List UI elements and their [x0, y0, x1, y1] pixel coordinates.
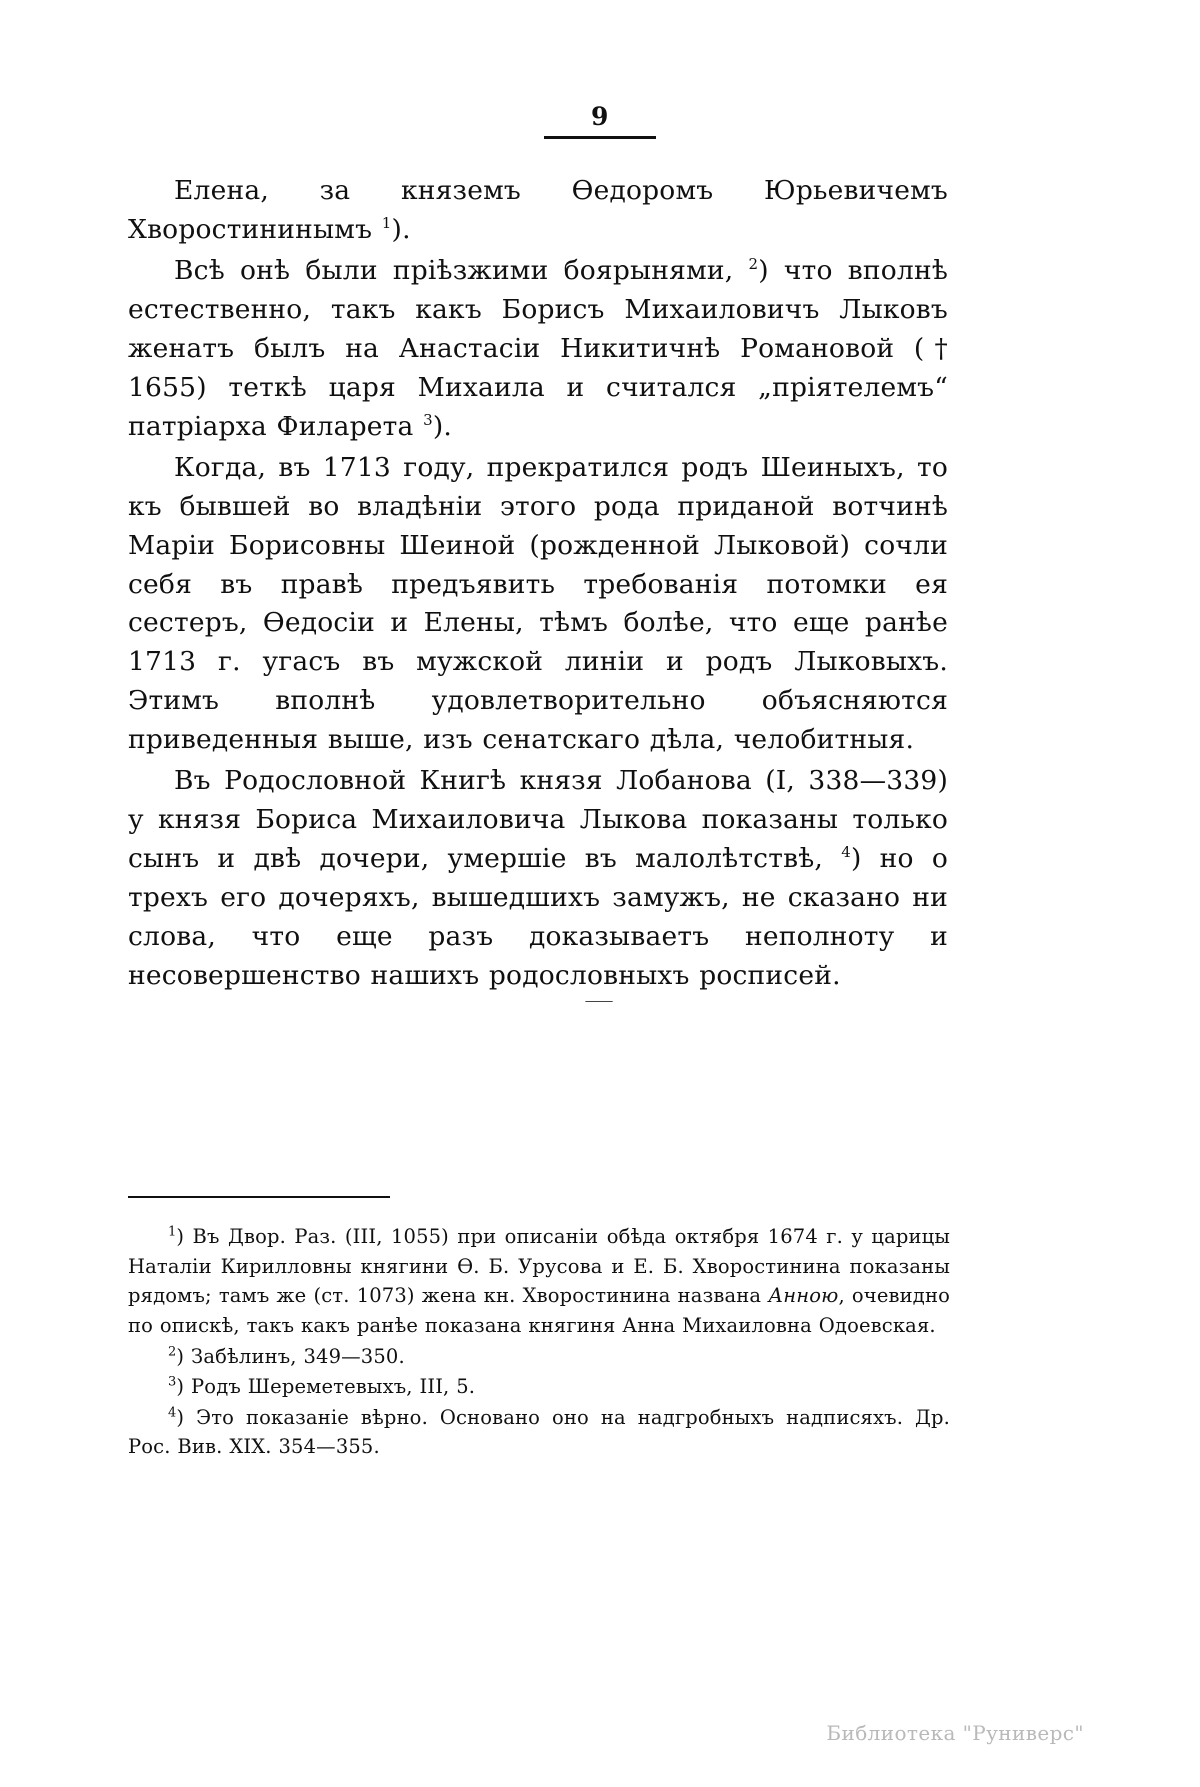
paragraph-1: Елена, за княземъ Ѳедоромъ Юрьевичемъ Хворостининымъ $^1$).: [128, 175, 948, 245]
page-number: 9: [591, 102, 609, 131]
section-ornament: ⸺: [584, 991, 616, 1011]
page-number-rule: [544, 136, 656, 139]
footnote-4: $^4$) Это показаніе вѣрно. Основано оно на надгробныхъ надписяхъ. Др. Рос. Вив. XIX. 354—355.: [128, 1405, 950, 1459]
paragraph-2: Всѣ онѣ были пріѣзжими боярынями, $^2$) что вполнѣ естественно, такъ какъ Борисъ Михаиловичъ Лыковъ женатъ былъ на Анастасіи Никитичнѣ Романовой († 1655) теткѣ царя Михаила и считался „пріятелемъ“ патріарха Филарета $^3$).: [128, 254, 948, 442]
footnote-3: $^3$) Родъ Шереметевыхъ, III, 5.: [168, 1374, 476, 1399]
footnote-1: $^1$) Въ Двор. Раз. (III, 1055) при описаніи обѣда октября 1674 г. у царицы Наталіи Кирилловны княгини Ѳ. Б. Урусова и Е. Б. Хворостинина показаны рядомъ; тамъ же (ст. 1073) жена кн. Хворостинина названа Анною, очевидно по опискѣ, такъ какъ ранѣе показана княгиня Анна Михаиловна Одоевская.: [128, 1224, 950, 1337]
library-watermark: Библиотека "Руниверс": [826, 1721, 1084, 1745]
footnote-2: $^2$) Забѣлинъ, 349—350.: [168, 1344, 405, 1368]
paragraph-4: Въ Родословной Книгѣ князя Лобанова (I, 338—339) у князя Бориса Михаиловича Лыкова показаны только сынъ и двѣ дочери, умершіе въ малолѣтствѣ, $^4$) но о трехъ его дочеряхъ, вышедшихъ замужъ, не сказано ни слова, что еще разъ доказываетъ неполноту и несовершенство нашихъ родословныхъ росписей.: [128, 765, 948, 992]
body-text: [128, 172, 948, 998]
page-number-header: [0, 104, 1200, 129]
footnotes-block: [128, 1222, 950, 1463]
paragraph-3: Когда, въ 1713 году, прекратился родъ Шеиныхъ, то къ бывшей во владѣніи этого рода приданой вотчинѣ Маріи Борисовны Шеиной (рожденной Лыковой) сочли себя въ правѣ предъявить требованія потомки ея сестеръ, Ѳедосіи и Елены, тѣмъ болѣе, что еще ранѣе 1713 г. угасъ въ мужской линіи и родъ Лыковыхъ. Этимъ вполнѣ удовлетворительно объясняются приведенныя выше, изъ сенатскаго дѣла, челобитныя.: [128, 451, 948, 756]
footnote-separator-rule: [128, 1196, 390, 1198]
